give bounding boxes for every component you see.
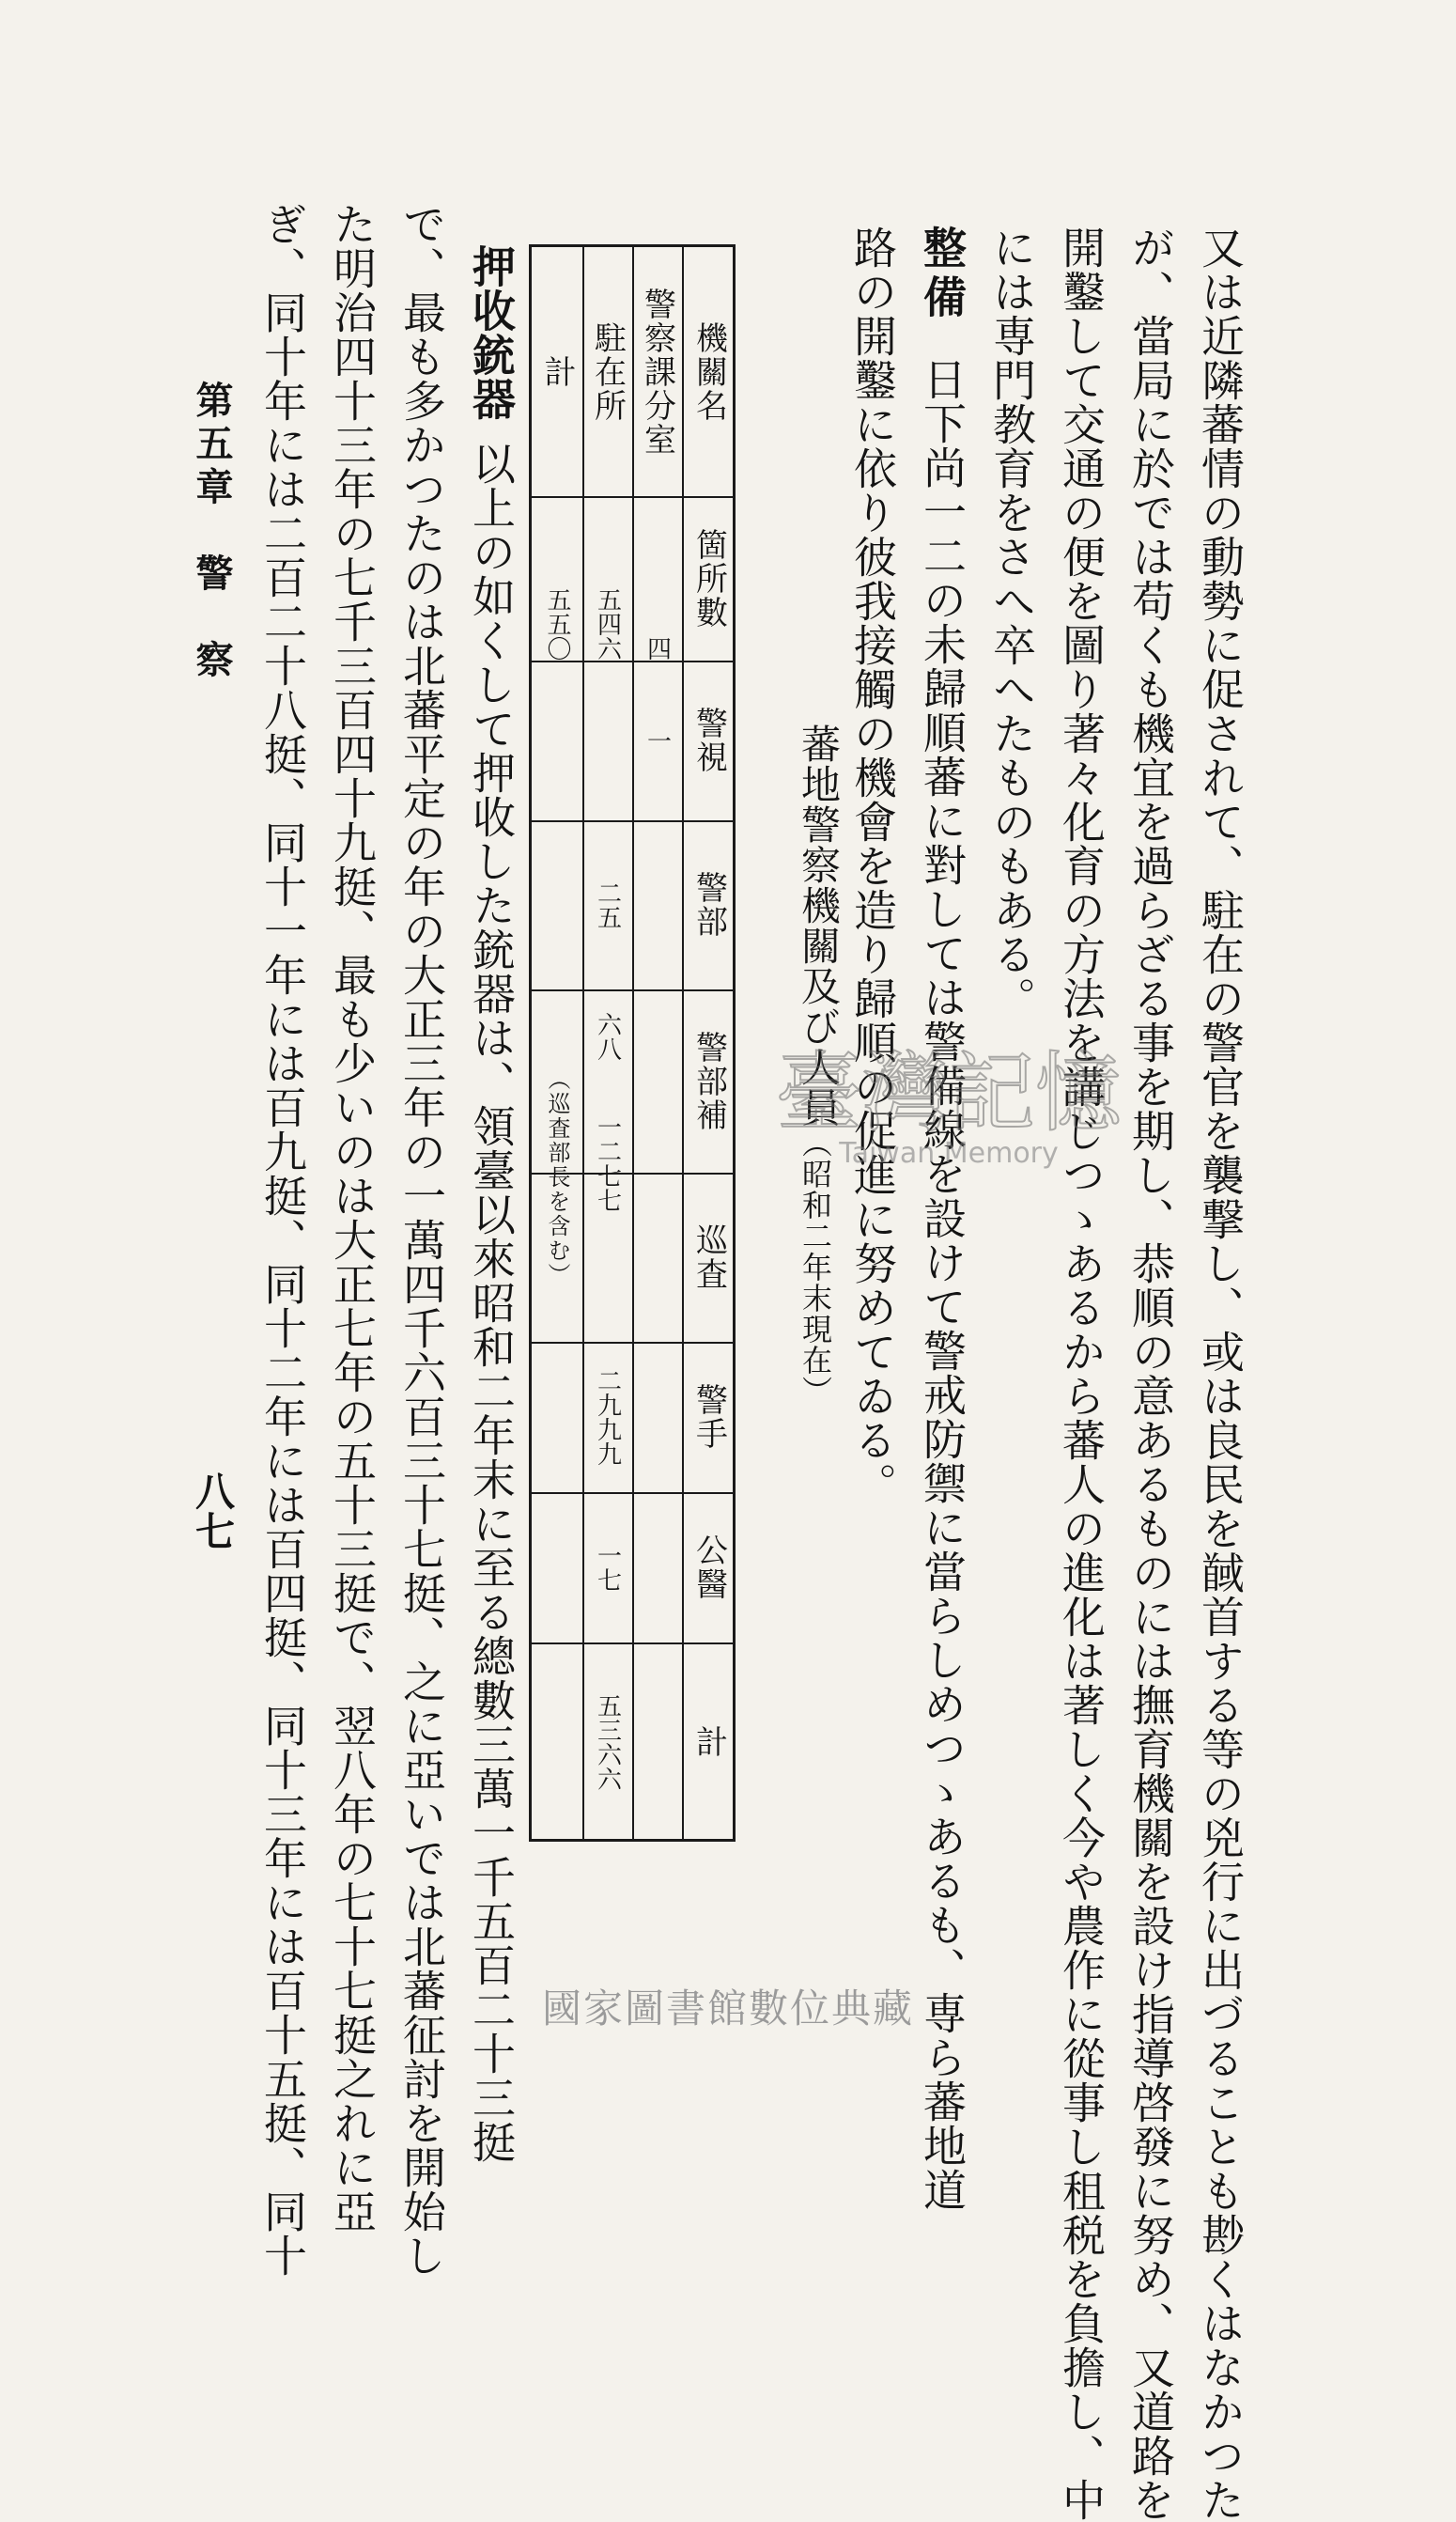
header-junsa: 巡査 [689,1223,728,1291]
cell-bunshitsu-kasho: 四 [643,636,672,661]
running-head-chapter: 第五章 警 察 [190,381,234,683]
section-oshu-line-3: た明治四十三年の七千三百四十九挺、最も少いのは大正七年の五十三挺で、翌八年の七十七挺之れに亞 [327,202,378,2234]
cell-total-kei: 五三六六 [593,1693,622,1791]
cell-total-keishi: 一 [643,728,672,753]
cell-total-junsa: 一二七七 [593,1114,622,1212]
cell-total-keibuho: 六八 [593,1012,622,1061]
row-label-chuzaisho: 駐在所 [588,320,627,423]
cell-total-keishu: 二九九九 [593,1368,622,1466]
watermark-text: 臺灣記憶 [775,1043,1123,1144]
section-seibi-line-1: 日下尚一二の未歸順蕃に對しては警備線を設けて警戒防禦に當らしめつゝあるも、専ら蕃地道 [917,357,968,2212]
section-oshu-line-1: 以上の如くして押收した銃器は、領臺以來昭和二年末に至る總數三萬一千五百二十三挺 [466,442,517,2164]
header-kikanmei: 機關名 [689,320,728,423]
taiwan-memory-watermark [714,1038,1184,1170]
header-keibuho: 警部補 [689,1030,728,1132]
section-heading-oshu: 押收銃器 [466,244,517,421]
cell-total-junsa-footnote: （巡査部長を含む） [544,1067,570,1287]
row-label-bunshitsu: 警察課分室 [638,287,676,457]
paragraph-line-1: 又は近隣蕃情の動勢に促されて、駐在の警官を襲撃し、或は良民を馘首する等の兇行に出づることも尠くはなかつた [1195,226,1246,2522]
cell-total-keibu: 二五 [593,880,622,929]
header-keishu: 警手 [689,1383,728,1451]
section-seibi-line-2: 路の開鑿に依り彼我接觸の機會を造り歸順の促進に努めてゐる。 [847,226,898,1506]
paragraph-line-3: 開鑿して交通の便を圖り著々化育の方法を講じつゝあるから蕃人の進化は著しく今や農作に從事し租税を負擔し、中 [1056,226,1107,2522]
cell-chuzaisho-kasho: 五四六 [593,587,622,661]
section-heading-seibi: 整備 [917,226,968,323]
cell-total-kasho: 五五〇 [543,587,571,661]
police-institutions-table [529,244,736,1842]
table-title: 蕃地警察機關及び人員 [796,724,842,1128]
table-date-note: （昭和二年末現在） [798,1128,833,1407]
header-kei: 計 [689,1725,728,1759]
paragraph-line-4: には専門教育をさへ卒へたものもある。 [986,226,1037,1020]
header-koi: 公醫 [689,1533,728,1601]
header-kasho: 箇所數 [689,527,728,630]
cell-total-koi: 一七 [593,1543,622,1592]
watermark-subtext: Taiwan Memory [839,1137,1059,1170]
archive-footer: 國家圖書館數位典藏 [541,1985,914,2032]
paragraph-line-2: が、當局に於では苟くも機宜を過らざる事を期し、恭順の意あるものには撫育機關を設け指導啓發に努め、又道路を [1125,226,1176,2522]
header-keibu: 警部 [689,871,728,939]
section-oshu-line-2: で、最も多かつたのは北蕃平定の年の大正三年の一萬四千六百三十七挺、之に亞いでは北蕃征討を開始し [396,202,447,2278]
page-number: 八七 [190,1471,236,1551]
row-label-total: 計 [538,354,576,389]
header-keishi: 警視 [689,707,728,774]
section-oshu-line-4: ぎ、同十年には二百二十八挺、同十一年には百九挺、同十二年には百四挺、同十三年には百十五挺、同十 [257,202,308,2278]
